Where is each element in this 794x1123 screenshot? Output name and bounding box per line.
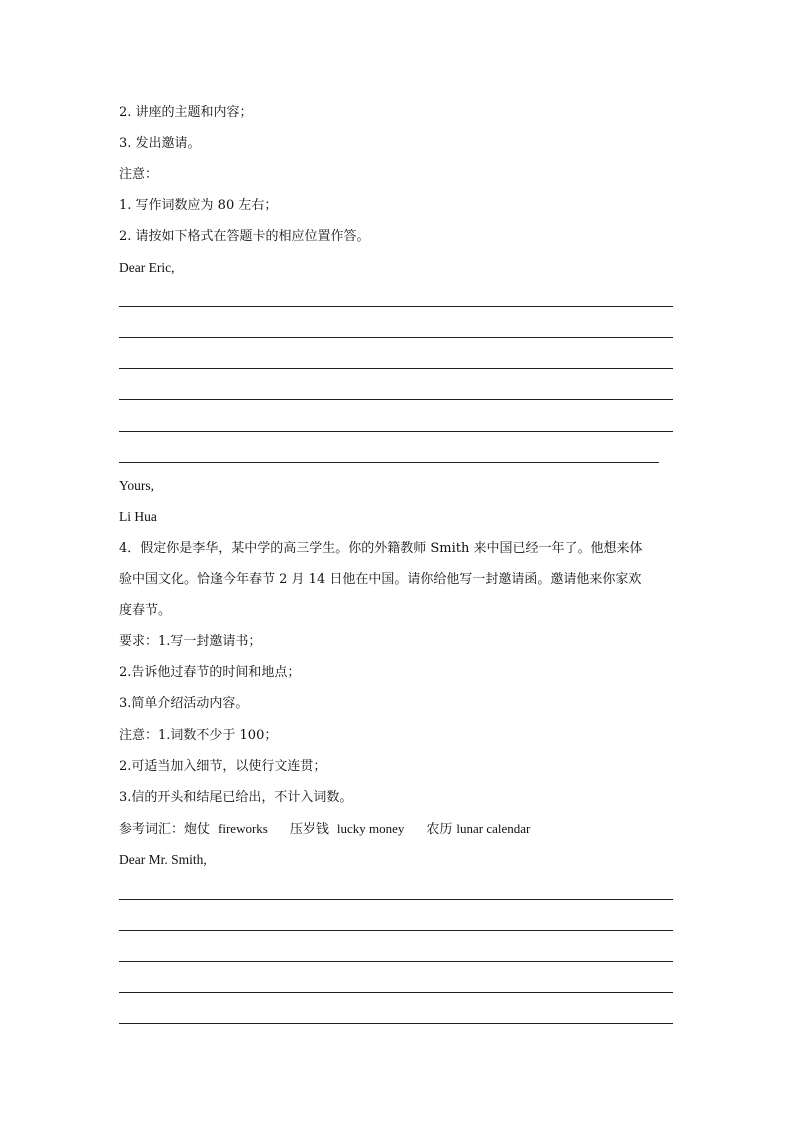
task3-item-3: 3. 发出邀请。: [119, 136, 201, 151]
writing-line: [119, 431, 673, 432]
letter2-salutation: Dear Mr. Smith,: [119, 852, 207, 867]
vocab-term-3-en: lunar calendar: [456, 821, 531, 836]
writing-line: [119, 306, 673, 307]
vocab-term-1-en: fireworks: [218, 821, 268, 836]
task3-item-2: 2. 讲座的主题和内容；: [119, 105, 253, 120]
writing-line: [119, 368, 673, 369]
task3-notice-label: 注意：: [119, 167, 159, 182]
vocab-term-2-cn: 压岁钱: [289, 822, 329, 837]
vocab-term-1-cn: 炮仗: [184, 822, 211, 837]
task4-requirement-1: 要求：1.写一封邀请书；: [119, 634, 262, 649]
task3-notice-1: 1. 写作词数应为 80 左右；: [119, 198, 278, 213]
task4-note-3: 3.信的开头和结尾已给出，不计入词数。: [119, 790, 353, 805]
task4-note-2: 2.可适当加入细节，以使行文连贯；: [119, 759, 327, 774]
vocab-label: 参考词汇：: [119, 822, 185, 837]
writing-line: [119, 399, 673, 400]
letter1-signature: Li Hua: [119, 509, 157, 524]
writing-line: [119, 462, 659, 463]
task4-prompt-line-1: 4．假定你是李华，某中学的高三学生。你的外籍教师 Smith 来中国已经一年了。他想来体: [119, 541, 643, 556]
task4-vocabulary: [119, 821, 530, 838]
letter1-salutation: Dear Eric,: [119, 260, 175, 275]
letter1-closing: Yours,: [119, 478, 155, 493]
task4-prompt-line-2: 验中国文化。恰逢今年春节 2 月 14 日他在中国。请你给他写一封邀请函。邀请他来你家欢: [119, 572, 642, 587]
task3-notice-2: 2. 请按如下格式在答题卡的相应位置作答。: [119, 229, 370, 244]
task4-note-1: 注意：1.词数不少于 100；: [119, 728, 278, 743]
writing-line: [119, 337, 673, 338]
task4-requirement-3: 3.简单介绍活动内容。: [119, 696, 249, 711]
task4-prompt-line-3: 度春节。: [119, 603, 172, 618]
vocab-term-3-cn: 农历: [426, 822, 453, 837]
writing-line: [119, 961, 673, 962]
task4-requirement-2: 2.告诉他过春节的时间和地点；: [119, 665, 301, 680]
writing-line: [119, 1023, 673, 1024]
writing-line: [119, 930, 673, 931]
vocab-term-2-en: lucky money: [336, 821, 405, 836]
writing-line: [119, 992, 673, 993]
writing-line: [119, 899, 673, 900]
